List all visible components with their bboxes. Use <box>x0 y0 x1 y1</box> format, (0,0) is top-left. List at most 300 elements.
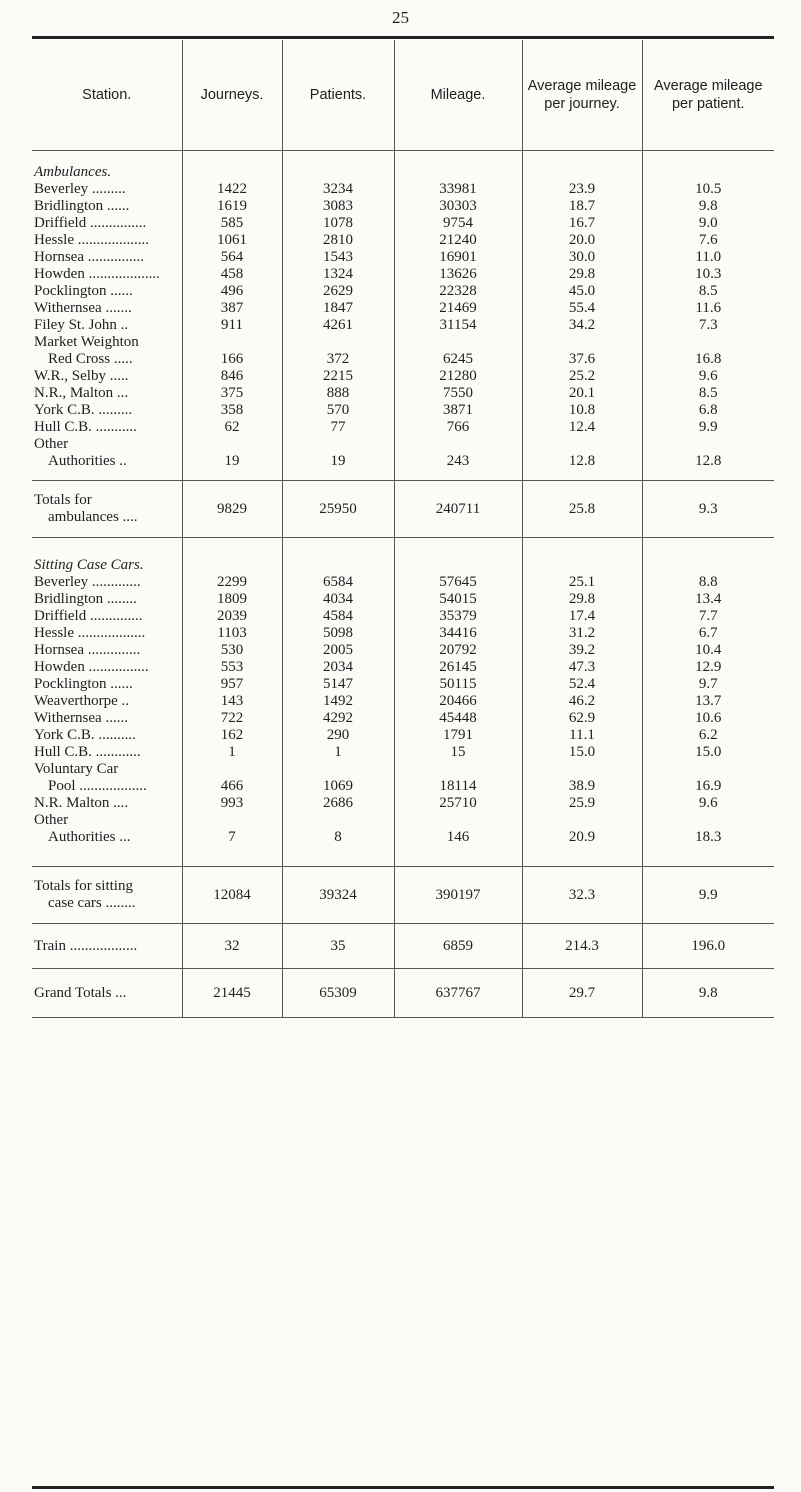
table-row <box>32 300 774 317</box>
station-name: Beverley ......... <box>34 181 126 197</box>
patients-cell: 888 <box>282 385 394 402</box>
section-heading-row <box>32 151 774 182</box>
mileage-cell: 240711 <box>394 481 522 538</box>
station-name: Withernsea ....... <box>34 300 132 316</box>
station-cell <box>32 436 182 470</box>
header-patients: Patients. <box>282 40 394 151</box>
station-cell <box>32 693 182 710</box>
empty-cell <box>282 544 394 574</box>
table-row <box>32 659 774 676</box>
mileage-cell: 31154 <box>394 317 522 334</box>
empty-cell <box>282 151 394 182</box>
journeys-cell: 21445 <box>182 969 282 1018</box>
station-name: Howden ................ <box>34 659 149 675</box>
station-cell <box>32 727 182 744</box>
station-name: York C.B. ......... <box>34 402 133 418</box>
mileage-cell: 54015 <box>394 591 522 608</box>
mileage-cell: 45448 <box>394 710 522 727</box>
table-row <box>32 642 774 659</box>
table-row <box>32 969 774 1018</box>
journeys-cell: 375 <box>182 385 282 402</box>
table-row <box>32 249 774 266</box>
per-journey-cell: 39.2 <box>522 642 642 659</box>
page-number: 25 <box>392 8 409 27</box>
per-journey-cell: 47.3 <box>522 659 642 676</box>
patients-cell: 8 <box>282 812 394 846</box>
mileage-cell: 22328 <box>394 283 522 300</box>
header-station: Station. <box>32 40 182 151</box>
per-patient-cell: 6.2 <box>642 727 774 744</box>
patients-cell: 1543 <box>282 249 394 266</box>
spacer-row <box>32 470 774 481</box>
journeys-cell: 166 <box>182 334 282 368</box>
table-row <box>32 436 774 470</box>
station-cell <box>32 317 182 334</box>
station-name-continued: case cars ........ <box>48 895 136 911</box>
table-row <box>32 608 774 625</box>
per-journey-cell: 214.3 <box>522 924 642 969</box>
per-patient-cell: 9.7 <box>642 676 774 693</box>
patients-cell: 2810 <box>282 232 394 249</box>
empty-cell <box>642 544 774 574</box>
section-heading: Ambulances. <box>34 164 112 180</box>
station-name: York C.B. .......... <box>34 727 136 743</box>
table-row <box>32 198 774 215</box>
table-body <box>32 151 774 1018</box>
journeys-cell: 585 <box>182 215 282 232</box>
station-name: Other <box>34 812 69 828</box>
mileage-cell: 30303 <box>394 198 522 215</box>
patients-cell: 35 <box>282 924 394 969</box>
station-cell <box>32 215 182 232</box>
station-name: N.R., Malton ... <box>34 385 129 401</box>
station-cell <box>32 710 182 727</box>
station-cell <box>32 368 182 385</box>
table-row <box>32 481 774 538</box>
journeys-cell: 564 <box>182 249 282 266</box>
station-name: N.R. Malton .... <box>34 795 129 811</box>
per-journey-cell: 17.4 <box>522 608 642 625</box>
journeys-cell: 496 <box>182 283 282 300</box>
per-journey-cell: 46.2 <box>522 693 642 710</box>
journeys-cell: 2299 <box>182 574 282 591</box>
per-journey-cell: 20.9 <box>522 812 642 846</box>
station-name: Hull C.B. ........... <box>34 419 137 435</box>
per-journey-cell: 25.1 <box>522 574 642 591</box>
patients-cell: 5098 <box>282 625 394 642</box>
per-journey-cell: 12.8 <box>522 436 642 470</box>
mileage-cell: 3871 <box>394 402 522 419</box>
patients-cell: 3234 <box>282 181 394 198</box>
per-patient-cell: 8.5 <box>642 385 774 402</box>
station-cell <box>32 481 182 538</box>
table-row <box>32 402 774 419</box>
journeys-cell: 32 <box>182 924 282 969</box>
patients-cell: 1078 <box>282 215 394 232</box>
empty-cell <box>642 846 774 867</box>
table-row <box>32 676 774 693</box>
per-journey-cell: 29.8 <box>522 591 642 608</box>
empty-cell <box>182 151 282 182</box>
patients-cell: 2005 <box>282 642 394 659</box>
station-name: Bridlington ........ <box>34 591 137 607</box>
mileage-cell: 243 <box>394 436 522 470</box>
station-cell <box>32 249 182 266</box>
station-cell <box>32 232 182 249</box>
per-patient-cell: 16.8 <box>642 334 774 368</box>
journeys-cell: 162 <box>182 727 282 744</box>
per-patient-cell: 8.8 <box>642 574 774 591</box>
station-name: Beverley ............. <box>34 574 141 590</box>
per-journey-cell: 38.9 <box>522 761 642 795</box>
per-patient-cell: 15.0 <box>642 744 774 761</box>
journeys-cell: 1 <box>182 744 282 761</box>
per-journey-cell: 52.4 <box>522 676 642 693</box>
station-name: Howden ................... <box>34 266 160 282</box>
patients-cell: 39324 <box>282 867 394 924</box>
per-journey-cell: 25.8 <box>522 481 642 538</box>
station-cell <box>32 812 182 846</box>
station-name: Driffield .............. <box>34 608 143 624</box>
patients-cell: 570 <box>282 402 394 419</box>
per-journey-cell: 25.2 <box>522 368 642 385</box>
per-patient-cell: 7.3 <box>642 317 774 334</box>
station-cell <box>32 181 182 198</box>
journeys-cell: 722 <box>182 710 282 727</box>
journeys-cell: 9829 <box>182 481 282 538</box>
station-name-continued: ambulances .... <box>48 509 138 525</box>
journeys-cell: 1103 <box>182 625 282 642</box>
patients-cell: 4261 <box>282 317 394 334</box>
journeys-cell: 7 <box>182 812 282 846</box>
per-patient-cell: 11.0 <box>642 249 774 266</box>
per-journey-cell: 23.9 <box>522 181 642 198</box>
station-name: Hessle ................... <box>34 232 149 248</box>
patients-cell: 2034 <box>282 659 394 676</box>
per-patient-cell: 13.7 <box>642 693 774 710</box>
per-patient-cell: 9.6 <box>642 795 774 812</box>
empty-cell <box>522 846 642 867</box>
journeys-cell: 1809 <box>182 591 282 608</box>
per-patient-cell: 8.5 <box>642 283 774 300</box>
station-cell <box>32 574 182 591</box>
table-row <box>32 727 774 744</box>
patients-cell: 1 <box>282 744 394 761</box>
station-name: Withernsea ...... <box>34 710 128 726</box>
per-patient-cell: 6.8 <box>642 402 774 419</box>
per-journey-cell: 29.7 <box>522 969 642 1018</box>
mileage-cell: 6859 <box>394 924 522 969</box>
mileage-cell: 21469 <box>394 300 522 317</box>
mileage-cell: 20792 <box>394 642 522 659</box>
table-row <box>32 574 774 591</box>
mileage-cell: 35379 <box>394 608 522 625</box>
empty-cell <box>282 470 394 481</box>
journeys-cell: 957 <box>182 676 282 693</box>
mileage-cell: 766 <box>394 419 522 436</box>
station-cell <box>32 744 182 761</box>
empty-cell <box>394 846 522 867</box>
station-name-continued: Authorities ... <box>48 829 131 845</box>
per-patient-cell: 7.6 <box>642 232 774 249</box>
patients-cell: 290 <box>282 727 394 744</box>
table-row <box>32 232 774 249</box>
per-journey-cell: 37.6 <box>522 334 642 368</box>
section-heading-row <box>32 544 774 574</box>
station-name: Bridlington ...... <box>34 198 130 214</box>
bottom-rule <box>32 1486 774 1489</box>
per-journey-cell: 20.0 <box>522 232 642 249</box>
journeys-cell: 19 <box>182 436 282 470</box>
station-name: Voluntary Car <box>34 761 119 777</box>
per-patient-cell: 9.9 <box>642 419 774 436</box>
mileage-cell: 21240 <box>394 232 522 249</box>
station-cell <box>32 795 182 812</box>
station-cell <box>32 402 182 419</box>
station-name: Pocklington ...... <box>34 283 133 299</box>
per-patient-cell: 10.5 <box>642 181 774 198</box>
per-patient-cell: 196.0 <box>642 924 774 969</box>
patients-cell: 2629 <box>282 283 394 300</box>
table-row <box>32 812 774 846</box>
header-avg-per-patient: Average mileage per patient. <box>642 40 774 151</box>
empty-cell <box>394 470 522 481</box>
station-cell <box>32 924 182 969</box>
station-name: Weaverthorpe .. <box>34 693 129 709</box>
patients-cell: 3083 <box>282 198 394 215</box>
table-row <box>32 710 774 727</box>
station-name: Hornsea .............. <box>34 642 141 658</box>
journeys-cell: 1061 <box>182 232 282 249</box>
per-patient-cell: 12.9 <box>642 659 774 676</box>
empty-cell <box>282 846 394 867</box>
patients-cell: 2215 <box>282 368 394 385</box>
station-name: W.R., Selby ..... <box>34 368 129 384</box>
station-cell <box>32 198 182 215</box>
patients-cell: 372 <box>282 334 394 368</box>
per-patient-cell: 16.9 <box>642 761 774 795</box>
per-patient-cell: 9.8 <box>642 198 774 215</box>
patients-cell: 5147 <box>282 676 394 693</box>
table-row <box>32 181 774 198</box>
mileage-cell: 15 <box>394 744 522 761</box>
spacer-row <box>32 846 774 867</box>
station-cell <box>32 591 182 608</box>
empty-cell <box>642 470 774 481</box>
per-patient-cell: 9.3 <box>642 481 774 538</box>
mileage-cell: 34416 <box>394 625 522 642</box>
patients-cell: 1847 <box>282 300 394 317</box>
mileage-cell: 637767 <box>394 969 522 1018</box>
per-patient-cell: 9.9 <box>642 867 774 924</box>
journeys-cell: 553 <box>182 659 282 676</box>
per-patient-cell: 6.7 <box>642 625 774 642</box>
station-cell <box>32 334 182 368</box>
empty-cell <box>642 151 774 182</box>
table-row <box>32 317 774 334</box>
journeys-cell: 458 <box>182 266 282 283</box>
mileage-cell: 21280 <box>394 368 522 385</box>
station-name: Other <box>34 436 69 452</box>
journeys-cell: 993 <box>182 795 282 812</box>
section-heading: Sitting Case Cars. <box>34 557 144 573</box>
station-cell <box>32 608 182 625</box>
empty-cell <box>182 544 282 574</box>
table-row <box>32 795 774 812</box>
patients-cell: 4292 <box>282 710 394 727</box>
mileage-cell: 390197 <box>394 867 522 924</box>
table-row <box>32 334 774 368</box>
station-cell <box>32 969 182 1018</box>
table-row <box>32 419 774 436</box>
patients-cell: 6584 <box>282 574 394 591</box>
patients-cell: 77 <box>282 419 394 436</box>
top-rule <box>32 36 774 39</box>
per-journey-cell: 25.9 <box>522 795 642 812</box>
header-row <box>32 40 774 151</box>
journeys-cell: 12084 <box>182 867 282 924</box>
per-patient-cell: 9.6 <box>642 368 774 385</box>
journeys-cell: 143 <box>182 693 282 710</box>
station-name: Grand Totals ... <box>34 984 127 1001</box>
per-patient-cell: 12.8 <box>642 436 774 470</box>
per-journey-cell: 16.7 <box>522 215 642 232</box>
station-name: Hornsea ............... <box>34 249 144 265</box>
station-name: Market Weighton <box>34 334 139 350</box>
per-journey-cell: 45.0 <box>522 283 642 300</box>
per-patient-cell: 11.6 <box>642 300 774 317</box>
station-cell <box>32 385 182 402</box>
table-row <box>32 385 774 402</box>
mileage-cell: 50115 <box>394 676 522 693</box>
table-row <box>32 283 774 300</box>
per-journey-cell: 34.2 <box>522 317 642 334</box>
table-row <box>32 867 774 924</box>
table-row <box>32 266 774 283</box>
mileage-cell: 146 <box>394 812 522 846</box>
per-journey-cell: 55.4 <box>522 300 642 317</box>
table-row <box>32 693 774 710</box>
per-journey-cell: 15.0 <box>522 744 642 761</box>
empty-cell <box>522 151 642 182</box>
journeys-cell: 530 <box>182 642 282 659</box>
station-cell <box>32 625 182 642</box>
journeys-cell: 1619 <box>182 198 282 215</box>
station-name: Driffield ............... <box>34 215 147 231</box>
mileage-cell: 13626 <box>394 266 522 283</box>
station-name: Totals for sitting <box>34 878 133 894</box>
per-patient-cell: 10.3 <box>642 266 774 283</box>
mileage-cell: 16901 <box>394 249 522 266</box>
per-patient-cell: 10.6 <box>642 710 774 727</box>
station-name: Filey St. John .. <box>34 317 129 333</box>
table-row <box>32 368 774 385</box>
station-name: Pocklington ...... <box>34 676 133 692</box>
patients-cell: 4584 <box>282 608 394 625</box>
station-name-continued: Authorities .. <box>48 453 127 469</box>
per-patient-cell: 9.0 <box>642 215 774 232</box>
per-journey-cell: 18.7 <box>522 198 642 215</box>
station-name: Hull C.B. ............ <box>34 744 141 760</box>
per-patient-cell: 13.4 <box>642 591 774 608</box>
empty-cell <box>32 846 182 867</box>
station-name: Totals for <box>34 492 92 508</box>
table-row <box>32 625 774 642</box>
per-journey-cell: 10.8 <box>522 402 642 419</box>
per-journey-cell: 30.0 <box>522 249 642 266</box>
per-journey-cell: 29.8 <box>522 266 642 283</box>
station-cell <box>32 676 182 693</box>
patients-cell: 65309 <box>282 969 394 1018</box>
station-name: Train .................. <box>34 937 138 954</box>
station-name-continued: Red Cross ..... <box>48 351 133 367</box>
empty-cell <box>32 470 182 481</box>
per-journey-cell: 20.1 <box>522 385 642 402</box>
table-row <box>32 761 774 795</box>
station-cell <box>32 266 182 283</box>
journeys-cell: 358 <box>182 402 282 419</box>
patients-cell: 1324 <box>282 266 394 283</box>
empty-cell <box>394 544 522 574</box>
patients-cell: 2686 <box>282 795 394 812</box>
station-cell <box>32 300 182 317</box>
journeys-cell: 466 <box>182 761 282 795</box>
table-row <box>32 591 774 608</box>
per-patient-cell: 7.7 <box>642 608 774 625</box>
station-cell <box>32 283 182 300</box>
station-cell <box>32 419 182 436</box>
mileage-cell: 7550 <box>394 385 522 402</box>
transport-statistics-table <box>32 40 774 1018</box>
header-mileage: Mileage. <box>394 40 522 151</box>
journeys-cell: 846 <box>182 368 282 385</box>
per-patient-cell: 10.4 <box>642 642 774 659</box>
journeys-cell: 2039 <box>182 608 282 625</box>
journeys-cell: 911 <box>182 317 282 334</box>
journeys-cell: 1422 <box>182 181 282 198</box>
station-cell <box>32 659 182 676</box>
patients-cell: 1069 <box>282 761 394 795</box>
empty-cell <box>522 470 642 481</box>
empty-cell <box>394 151 522 182</box>
station-name: Hessle .................. <box>34 625 146 641</box>
table-row <box>32 924 774 969</box>
mileage-cell: 6245 <box>394 334 522 368</box>
mileage-cell: 1791 <box>394 727 522 744</box>
header-journeys: Journeys. <box>182 40 282 151</box>
mileage-cell: 9754 <box>394 215 522 232</box>
table-row <box>32 215 774 232</box>
patients-cell: 25950 <box>282 481 394 538</box>
empty-cell <box>182 470 282 481</box>
per-journey-cell: 12.4 <box>522 419 642 436</box>
mileage-cell: 18114 <box>394 761 522 795</box>
empty-cell <box>522 544 642 574</box>
header-avg-per-journey: Average mileage per journey. <box>522 40 642 151</box>
table-row <box>32 744 774 761</box>
station-cell <box>32 761 182 795</box>
per-journey-cell: 62.9 <box>522 710 642 727</box>
journeys-cell: 62 <box>182 419 282 436</box>
patients-cell: 19 <box>282 436 394 470</box>
empty-cell <box>182 846 282 867</box>
per-journey-cell: 32.3 <box>522 867 642 924</box>
station-cell <box>32 642 182 659</box>
mileage-cell: 20466 <box>394 693 522 710</box>
station-name-continued: Pool .................. <box>48 778 147 794</box>
mileage-cell: 57645 <box>394 574 522 591</box>
per-journey-cell: 11.1 <box>522 727 642 744</box>
